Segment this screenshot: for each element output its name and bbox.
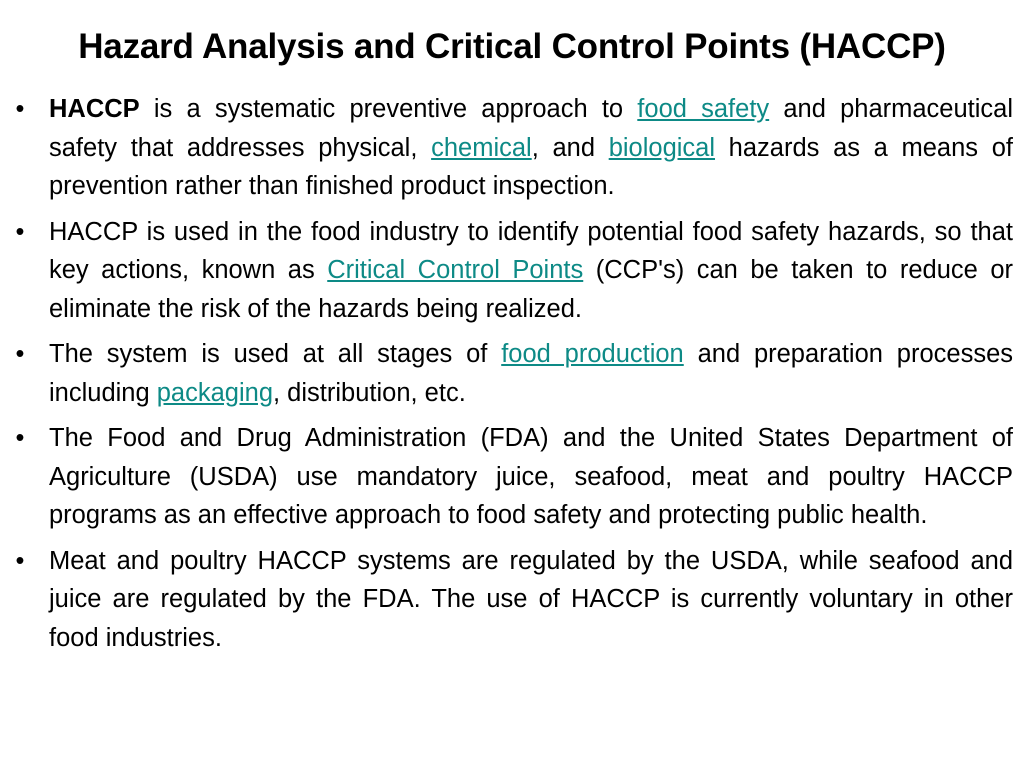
bullet-mark: • (15, 424, 25, 452)
link-chemical[interactable]: chemical (431, 133, 532, 162)
bullet-item-haccp-definition (10, 90, 1013, 206)
keyword-haccp: HACCP (49, 95, 140, 123)
bullet-mark: • (15, 95, 25, 123)
bullet-item-system-stages (10, 335, 1013, 412)
bullet-list (10, 90, 1013, 664)
bullet-text: and pharmaceutical safety that addresses physical, (49, 95, 1014, 162)
bullet-mark: • (15, 217, 25, 246)
bullet-text: and preparation processes including (49, 340, 1013, 407)
link-packaging[interactable]: packaging (156, 378, 274, 407)
bullet-item-fda-usda (10, 419, 1013, 535)
bullet-text: The system is used at all stages of (49, 340, 502, 368)
bullet-item-regulation (10, 542, 1013, 658)
bullet-text: hazards as a means of prevention rather than finished product inspection. (49, 133, 1013, 200)
bullet-text: Meat and poultry HACCP systems are regulated by the USDA, while seafood and juice are regulated by the FDA. The use of HACCP is currently voluntary in other food industries. (49, 546, 1013, 652)
link-critical-control-points[interactable]: Critical Control Points (327, 256, 584, 284)
bullet-mark: • (15, 546, 25, 575)
bullet-item-haccp-usage (10, 213, 1013, 329)
link-food-production[interactable]: food production (501, 340, 684, 368)
bullet-text: , distribution, etc. (273, 378, 466, 407)
link-biological[interactable]: biological (608, 133, 716, 162)
bullet-text: , and (531, 133, 609, 162)
slide-title: Hazard Analysis and Critical Control Points (HACCP) (78, 27, 946, 66)
bullet-text: (CCP's) can be taken to reduce or eliminate the risk of the hazards being realized. (49, 256, 1013, 323)
bullet-text: HACCP is used in the food industry to identify potential food safety hazards, so that key actions, known as (49, 217, 1013, 284)
link-food-safety[interactable]: food safety (637, 95, 770, 123)
bullet-mark: • (15, 340, 25, 368)
bullet-text: The Food and Drug Administration (FDA) and the United States Department of Agriculture (USDA) use mandatory juice, seafood, meat and poultry HACCP programs as an effective approach to food safety and protecting public health. (49, 424, 1013, 529)
bullet-text: is a systematic preventive approach to (139, 95, 638, 123)
